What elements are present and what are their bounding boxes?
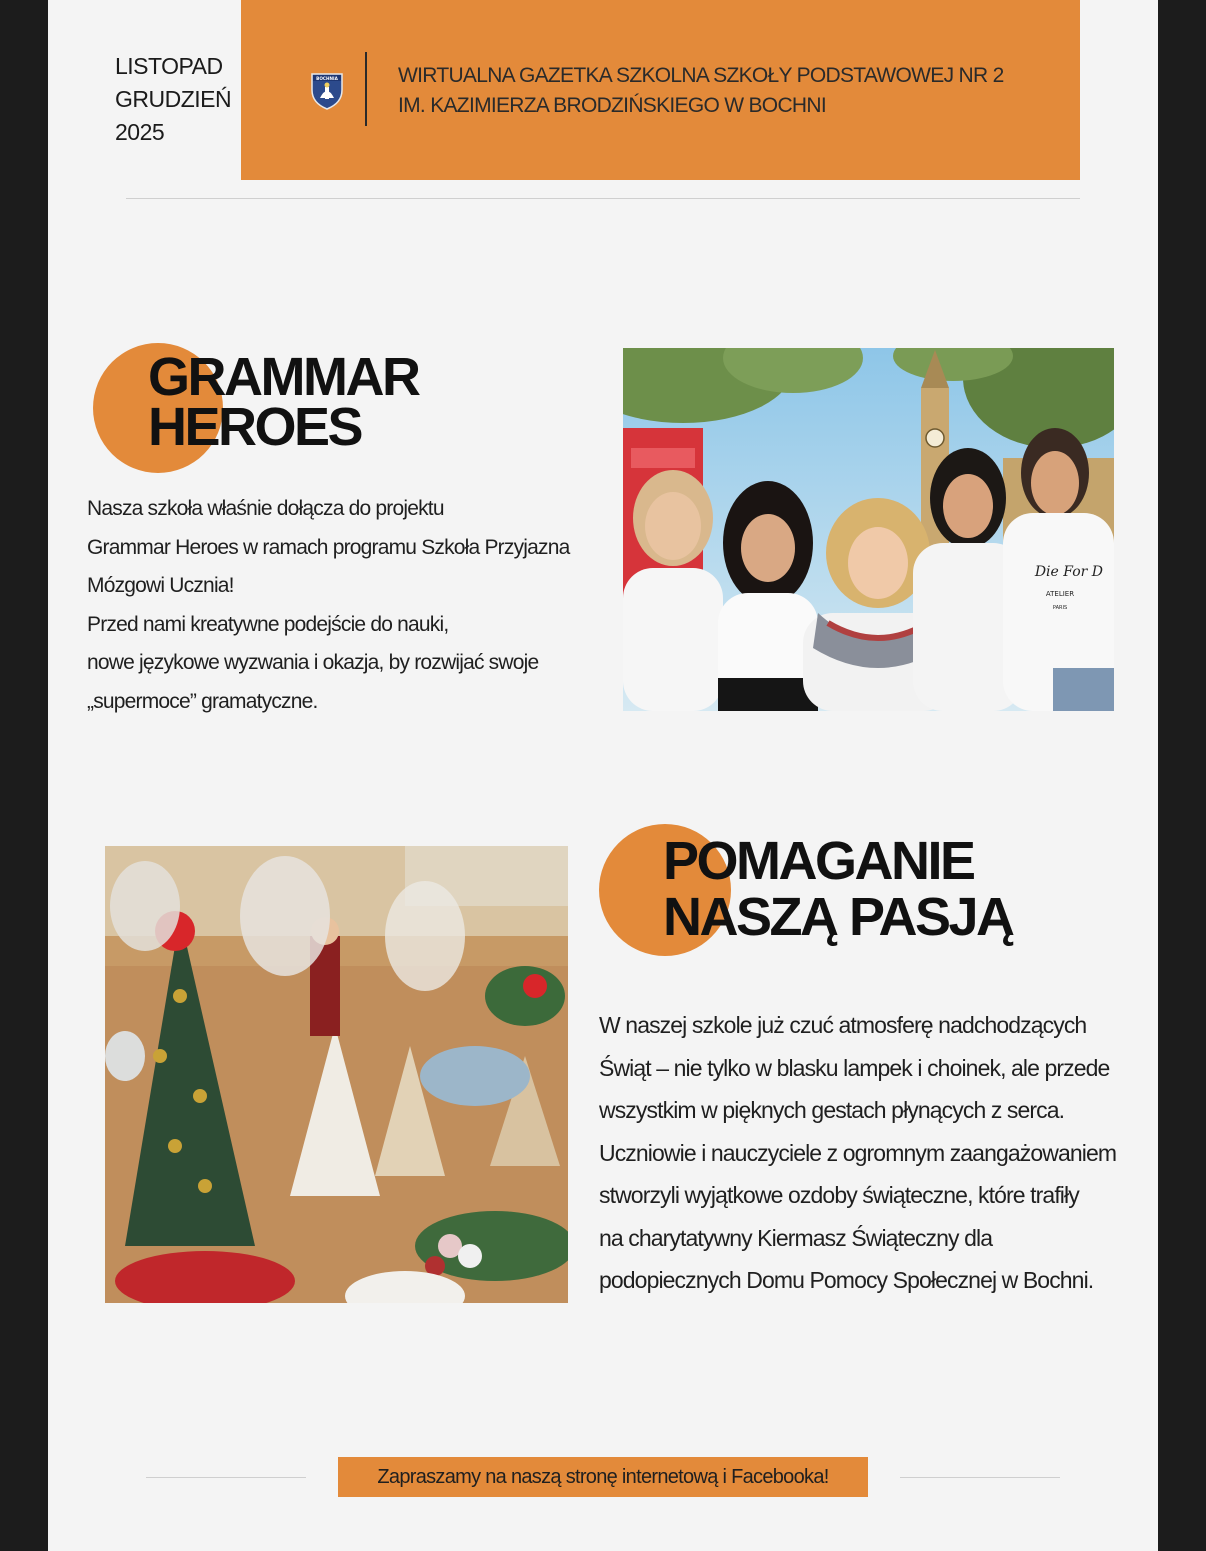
- grammar-text-line: Mózgowi Ucznia!: [87, 574, 234, 597]
- school-crest-icon: [310, 70, 344, 110]
- shirt-text-line-1: Die For D: [1034, 564, 1103, 580]
- header-divider: [365, 52, 367, 126]
- newsletter-title-line-2: IM. KAZIMIERZA BRODZIŃSKIEGO W BOCHNI: [398, 94, 826, 117]
- pomaganie-title: [663, 833, 1013, 945]
- grammar-heroes-title: [148, 347, 419, 457]
- issue-month-2: GRUDZIEŃ: [115, 86, 232, 112]
- newsletter-page: [48, 0, 1158, 1551]
- newsletter-title-line-1: WIRTUALNA GAZETKA SZKOLNA SZKOŁY PODSTAWOWEJ NR 2: [398, 64, 1004, 87]
- footer-invite-banner[interactable]: Zapraszamy na naszą stronę internetową i Facebooka!: [338, 1457, 868, 1497]
- grammar-text-line: nowe językowe wyzwania i okazja, by rozwijać swoje: [87, 651, 539, 674]
- pomaganie-text-line: stworzyli wyjątkowe ozdoby świąteczne, które trafiły: [599, 1182, 1079, 1208]
- grammar-text-line: Grammar Heroes w ramach programu Szkoła Przyjazna: [87, 535, 570, 559]
- pomaganie-title-line-2: NASZĄ PASJĄ: [663, 887, 1013, 947]
- pomaganie-text: [599, 1004, 1144, 1302]
- pomaganie-text-line: wszystkim w pięknych gestach płynących z serca.: [599, 1097, 1065, 1123]
- header-rule: [126, 198, 1080, 199]
- header-bar: [241, 0, 1080, 180]
- newsletter-title: [398, 61, 1048, 121]
- issue-date: [115, 50, 255, 149]
- pomaganie-text-line: Uczniowie i nauczyciele z ogromnym zaangażowaniem: [599, 1139, 1117, 1166]
- pomaganie-text-line: W naszej szkole już czuć atmosferę nadchodzących: [599, 1012, 1087, 1038]
- christmas-fair-photo: [105, 846, 568, 1303]
- pomaganie-text-line: na charytatywny Kiermasz Świąteczny dla: [599, 1224, 993, 1251]
- grammar-text-line: Przed nami kreatywne podejście do nauki,: [87, 612, 449, 636]
- grammar-heroes-text: [87, 490, 607, 721]
- grammar-text-line: „supermoce” gramatyczne.: [87, 689, 318, 713]
- footer-rule-right: [900, 1477, 1060, 1478]
- footer-rule-left: [146, 1477, 306, 1478]
- issue-month-1: LISTOPAD: [115, 53, 223, 79]
- teachers-group-photo: [623, 348, 1114, 711]
- shirt-text-line-3: PARIS: [1052, 605, 1068, 611]
- pomaganie-text-line: podopiecznych Domu Pomocy Społecznej w Bochni.: [599, 1267, 1094, 1293]
- grammar-title-line-2: HEROES: [148, 397, 362, 457]
- crest-text: BOCHNIA: [316, 75, 338, 81]
- issue-year: 2025: [115, 119, 165, 145]
- grammar-title-line-1: GRAMMAR: [148, 347, 419, 407]
- shirt-text-line-2: ATELIER: [1045, 590, 1075, 598]
- grammar-text-line: Nasza szkoła właśnie dołącza do projektu: [87, 497, 444, 520]
- pomaganie-title-line-1: POMAGANIE: [663, 831, 974, 891]
- pomaganie-text-line: Świąt – nie tylko w blasku lampek i choinek, ale przede: [599, 1054, 1110, 1081]
